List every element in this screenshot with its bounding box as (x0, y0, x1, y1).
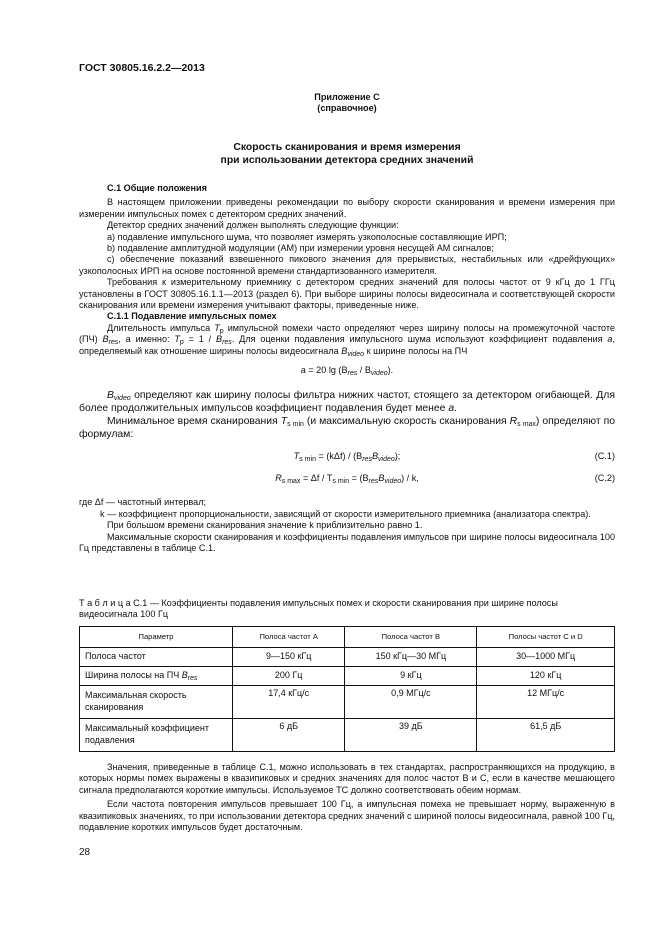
table-c1-block (79, 598, 615, 752)
c1-list-b: b) подавление амплитудной модуляции (АМ) при измерении уровня несущей АМ сигналов; (107, 243, 494, 254)
section-heading (79, 141, 615, 167)
c11-paragraph-2: $B_{video}$ определяют как ширину полосы фильтра нижних частот, стоящего за детектором огибающей. Для более продолжительных импульсов коэффициент подавления будет менее a. (79, 389, 615, 414)
table-cell: 39 дБ (345, 718, 477, 751)
doc-code: ГОСТ 30805.16.2.2—2013 (79, 62, 205, 74)
formula-a: a = 20 $\lg (B_{res} / B_{video})$. (300, 365, 394, 378)
table-header-cell: Полосы частот С и D (477, 626, 615, 647)
table-row (80, 685, 615, 718)
after-table-text (79, 762, 615, 833)
page-number: 28 (79, 847, 91, 858)
table-cell: 17,4 кГц/с (233, 685, 345, 718)
formula-c2-number: (С.2) (594, 472, 615, 483)
table-cell: 9—150 кГц (233, 647, 345, 666)
appendix-heading (79, 92, 615, 115)
table-cell: 30—1000 МГц (477, 647, 615, 666)
table-cell: 6 дБ (233, 718, 345, 751)
section-c1-title: С.1 Общие положения (107, 183, 207, 193)
table-cell: 61,5 дБ (477, 718, 615, 751)
heading-line-1: Скорость сканирования и время измерения (233, 142, 461, 153)
table-row (80, 666, 615, 685)
table-row (80, 647, 615, 666)
c1-paragraph-1: В настоящем приложении приведены рекомендации по выбору скорости сканирования и времени измерения при измерении импульсных помех с детектором средних значений. (79, 197, 615, 219)
c11-paragraph-3: Минимальное время сканирования $T_{s min}$ (и максимальную скорость сканирования $R_{s max}$) определяют по формулам: (79, 415, 616, 440)
formula-c2: $R_{s max} = \Delta f / T_{s min} = (B_{res}B_{video}) / k$, (С.2) (275, 472, 615, 485)
where-df: где Δf — частотный интервал; (79, 497, 207, 508)
table-cell: Максимальная скорость сканирования (80, 685, 233, 718)
table-header-cell: Полоса частот В (345, 626, 477, 647)
table-c1 (79, 626, 615, 752)
after-paragraph-1: Значения, приведенные в таблице С.1, можно использовать в тех стандартах, распространяющихся на продукцию, в которых нормы помех выражены в квазипиковых и средних значениях для полос частот В и С, если в качестве мешающего сигнала предполагаются короткие импульсы. Используемое ТС должно соответствовать обеим нормам. (79, 762, 615, 795)
table-header-row (80, 626, 615, 647)
table-cell: 150 кГц—30 МГц (345, 647, 477, 666)
c11-paragraph-1: Длительность импульса $T_p$ импульсной помехи часто определяют через ширину полосы на промежуточной частоте (ПЧ) $B_{res}$, а именно: $T_p = 1 / B_{res}$. Для оценки подавления импульсного шума используют коэффициент подавления a, определяемый как отношение ширины полосы видеосигнала $B_{video}$ к ширине полосы на ПЧ (79, 322, 615, 358)
c1-list-c: с) обеспечение показаний взвешенного пикового значения для прерывистых, нестабильных или «дрейфующих» узкополосных ИРП на основе постоянной времени стандартизованного измерителя. (79, 254, 615, 276)
appendix-title: Приложение С (314, 92, 380, 102)
note-k: При большом времени сканирования значение k приблизительно равно 1. (107, 520, 423, 531)
formula-c1: $T_{s min} = (k\Delta f) / (B_{res}B_{video})$; (С.1) (293, 450, 615, 463)
table-row (80, 718, 615, 751)
formula-c1-number: (С.1) (594, 450, 615, 461)
heading-line-2: при использовании детектора средних значений (220, 155, 474, 166)
table-cell: Максимальный коэффициент подавления (80, 718, 233, 751)
table-cell: 0,9 МГц/с (345, 685, 477, 718)
section-c11-title: С.1.1 Подавление импульсных помех (107, 311, 277, 322)
after-paragraph-2: Если частота повторения импульсов превышает 100 Гц, а импульсная помеха не превышает норму, выраженную в квазипиковых значениях, то при использовании детектора средних значений с шириной полосы видеосигнала, равной 100 Гц, подавление коротких импульсов будет достаточным. (79, 799, 615, 833)
table-caption: Т а б л и ц а С.1 — Коэффициенты подавления импульсных помех и скорости сканирования при ширине полосы видеосигнала 100 Гц (79, 598, 558, 620)
section-c1 (79, 183, 615, 554)
table-cell: 120 кГц (477, 666, 615, 685)
table-header-cell: Полоса частот А (233, 626, 345, 647)
table-cell: 9 кГц (345, 666, 477, 685)
c1-list-a: а) подавление импульсного шума, что позволяет измерять узкополосные составляющие ИРП; (107, 231, 507, 242)
table-cell: 12 МГц/с (477, 685, 615, 718)
c11-paragraph-4: Максимальные скорости сканирования и коэффициенты подавления импульсов при ширине полосы видеосигнала 100 Гц представлены в таблице С.1. (79, 531, 615, 553)
where-k: k — коэффициент пропорциональности, зависящий от скорости измерительного приемника (анализатора спектра). (100, 508, 591, 519)
table-cell: Ширина полосы на ПЧ $B_{res}$ (80, 666, 233, 685)
c1-paragraph-3: Требования к измерительному приемнику с детектором средних значений для полосы частот от 9 кГц до 1 ГГц установлены в ГОСТ 30805.16.1.1—2013 (раздел 6). При выборе ширины полосы видеосигнала и соответствующей скорости сканирования или времени измерения учитывают факторы, приведенные ниже. (79, 277, 615, 311)
table-header-cell: Параметр (80, 626, 233, 647)
appendix-subtitle: (справочное) (317, 103, 377, 114)
table-cell: 200 Гц (233, 666, 345, 685)
c1-paragraph-2: Детектор средних значений должен выполнять следующие функции: (107, 220, 399, 231)
table-cell: Полоса частот (80, 647, 233, 666)
